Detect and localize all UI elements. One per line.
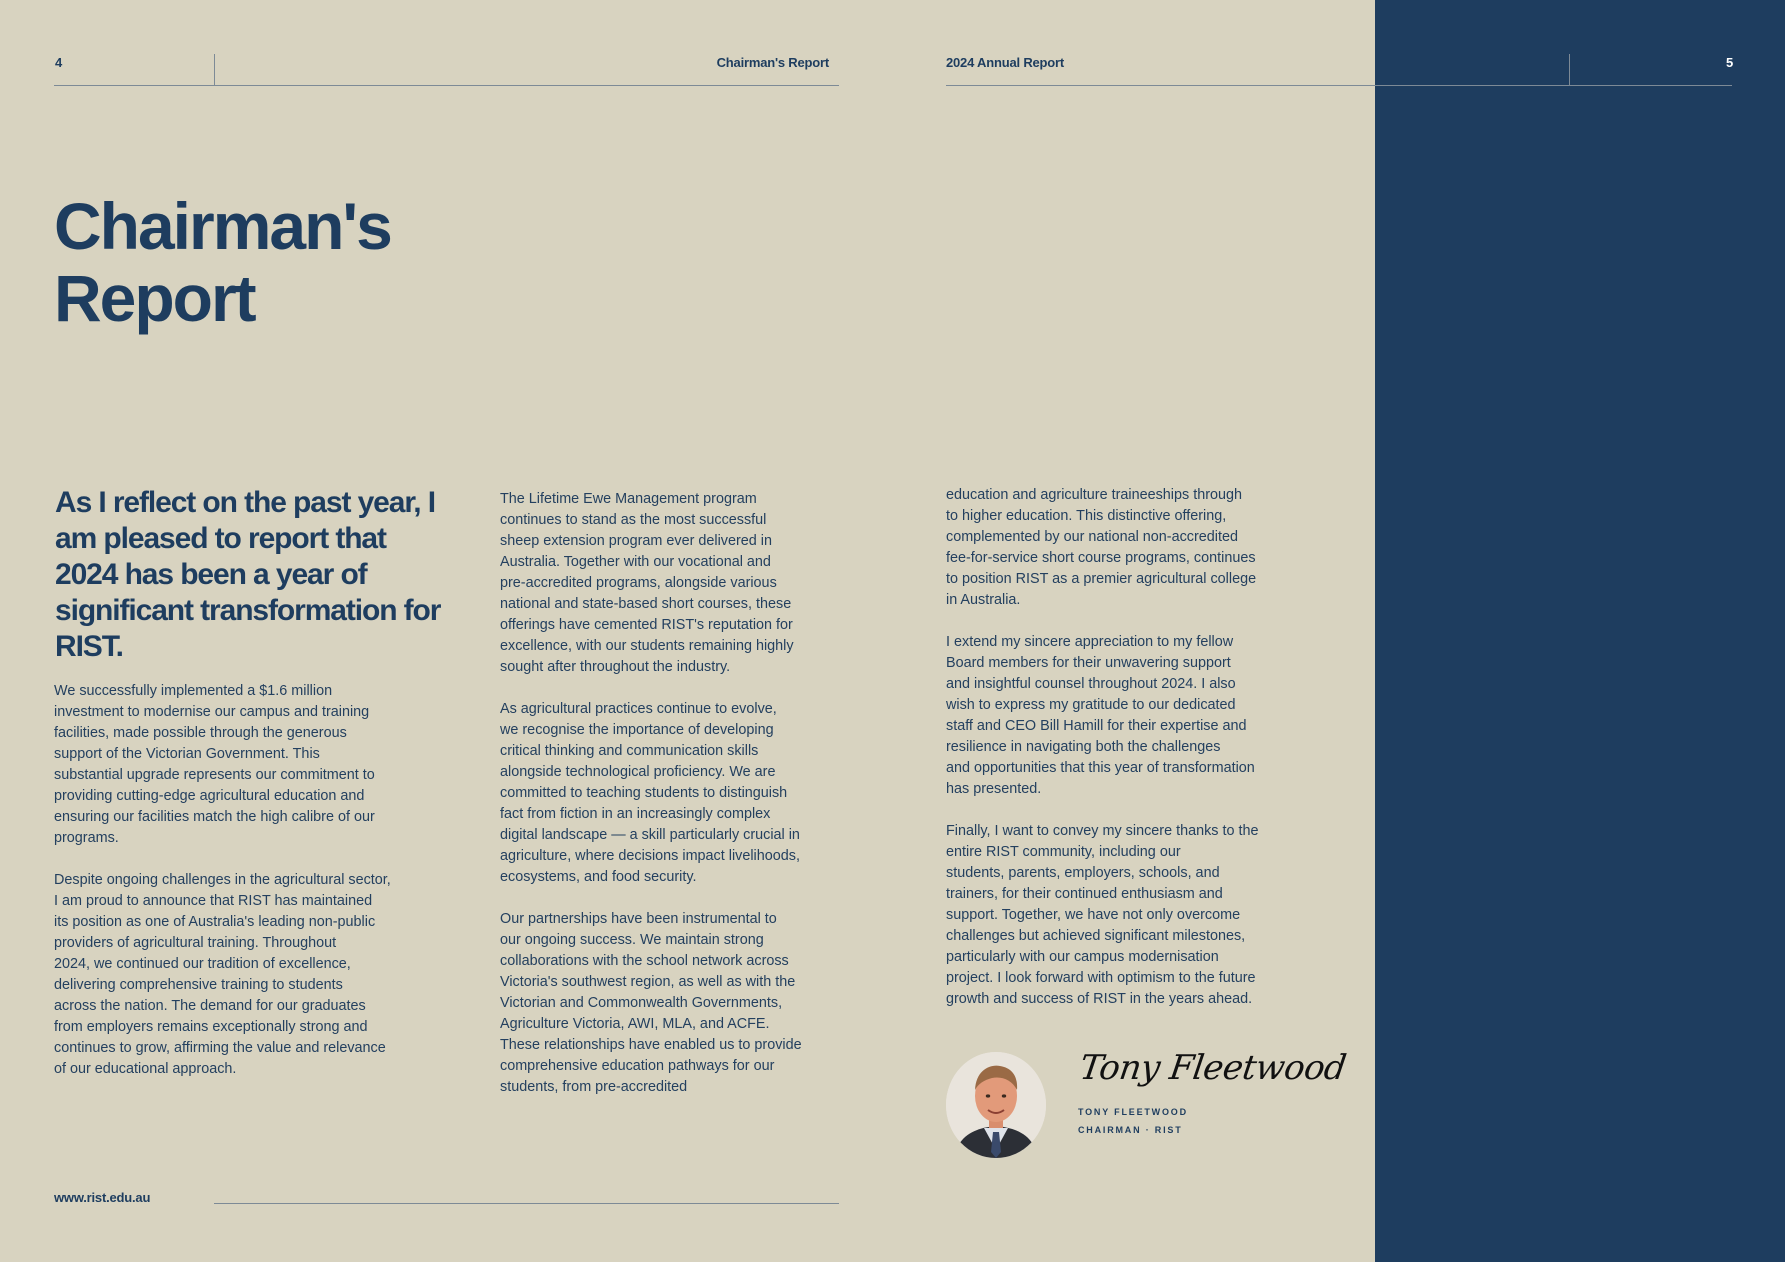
paragraph: As agricultural practices continue to evolve, we recognise the importance of developing critical thinking and communication skills alongside technological proficiency. We are committed to teaching students to distinguish fact from fiction in an increasingly complex digital landscape — a skill particularly crucial in agriculture, where decisions impact livelihoods, ecosystems, and food security.: [500, 701, 800, 885]
page-title-line-1: Chairman's: [54, 189, 391, 263]
header-divider-left: [214, 54, 215, 86]
paragraph: Finally, I want to convey my sincere thanks to the entire RIST community, including our students, parents, employers, schools, and trainers, for their continued enthusiasm and support. Together, we have not only overcome challenges but achieved significant milestones, particularly with our campus modernisation project. I look forward with optimism to the future growth and success of RIST in the years ahead.: [946, 823, 1259, 1007]
paragraph: We successfully implemented a $1.6 million investment to modernise our campus and training facilities, made possible through the generous support of the Victorian Government. This substantial upgrade represents our commitment to providing cutting-edge agricultural education and ensuring our facilities match the high calibre of our programs.: [54, 683, 375, 846]
footer-rule: [214, 1203, 839, 1204]
page-number-left: 4: [55, 55, 63, 70]
header-rule-left: [54, 85, 839, 86]
navy-side-panel: [1375, 0, 1785, 1262]
header-rule-right: [946, 85, 1732, 86]
running-head-right: 2024 Annual Report: [946, 55, 1065, 70]
paragraph: I extend my sincere appreciation to my fellow Board members for their unwavering support and insightful counsel throughout 2024. I also wish to express my gratitude to our dedicated staff and CEO Bill Hamill for their expertise and resilience in navigating both the challenges and opportunities that this year of transformation has presented.: [946, 634, 1255, 797]
paragraph: Our partnerships have been instrumental to our ongoing success. We maintain strong collaborations with the school network across Victoria's southwest region, as well as with the Victorian and Commonwealth Governments, Agriculture Victoria, AWI, MLA, and ACFE. These relationships have enabled us to provide comprehensive education pathways for our students, from pre-accredited: [500, 911, 802, 1095]
page-title: [54, 190, 391, 334]
body-column-3: [946, 485, 1346, 1010]
header-divider-right: [1569, 54, 1570, 86]
chairman-portrait: [946, 1052, 1046, 1158]
handwritten-signature: Tony Fleetwood: [1077, 1048, 1349, 1088]
page-number-right: 5: [1725, 55, 1733, 70]
paragraph: education and agriculture traineeships through to higher education. This distinctive offering, complemented by our national non-accredited fee-for-service short course programs, continues to position RIST as a premier agricultural college in Australia.: [946, 487, 1257, 608]
running-head-left: Chairman's Report: [716, 55, 829, 70]
website-link[interactable]: www.rist.edu.au: [54, 1190, 151, 1205]
portrait-illustration: [946, 1052, 1046, 1158]
signatory-role: CHAIRMAN · RIST: [1078, 1125, 1183, 1135]
paragraph: Despite ongoing challenges in the agricultural sector, I am proud to announce that RIST has maintained its position as one of Australia's leading non-public providers of agricultural training. Throughout 2024, we continued our tradition of excellence, delivering comprehensive training to students across the nation. The demand for our graduates from employers remains exceptionally strong and continues to grow, affirming the value and relevance of our educational approach.: [54, 872, 391, 1077]
page-title-line-2: Report: [54, 261, 255, 335]
body-column-2: [500, 489, 860, 1098]
paragraph: The Lifetime Ewe Management program continues to stand as the most successful sheep extension program ever delivered in Australia. Together with our vocational and pre-accredited programs, alongside various national and state-based short courses, these offerings have cemented RIST's reputation for excellence, with our students remaining highly sought after throughout the industry.: [500, 491, 794, 675]
lead-statement: As I reflect on the past year, I am pleased to report that 2024 has been a year of significant transformation for RIST.: [55, 486, 441, 663]
signatory-name: TONY FLEETWOOD: [1078, 1107, 1188, 1117]
body-column-1: [54, 681, 454, 1080]
